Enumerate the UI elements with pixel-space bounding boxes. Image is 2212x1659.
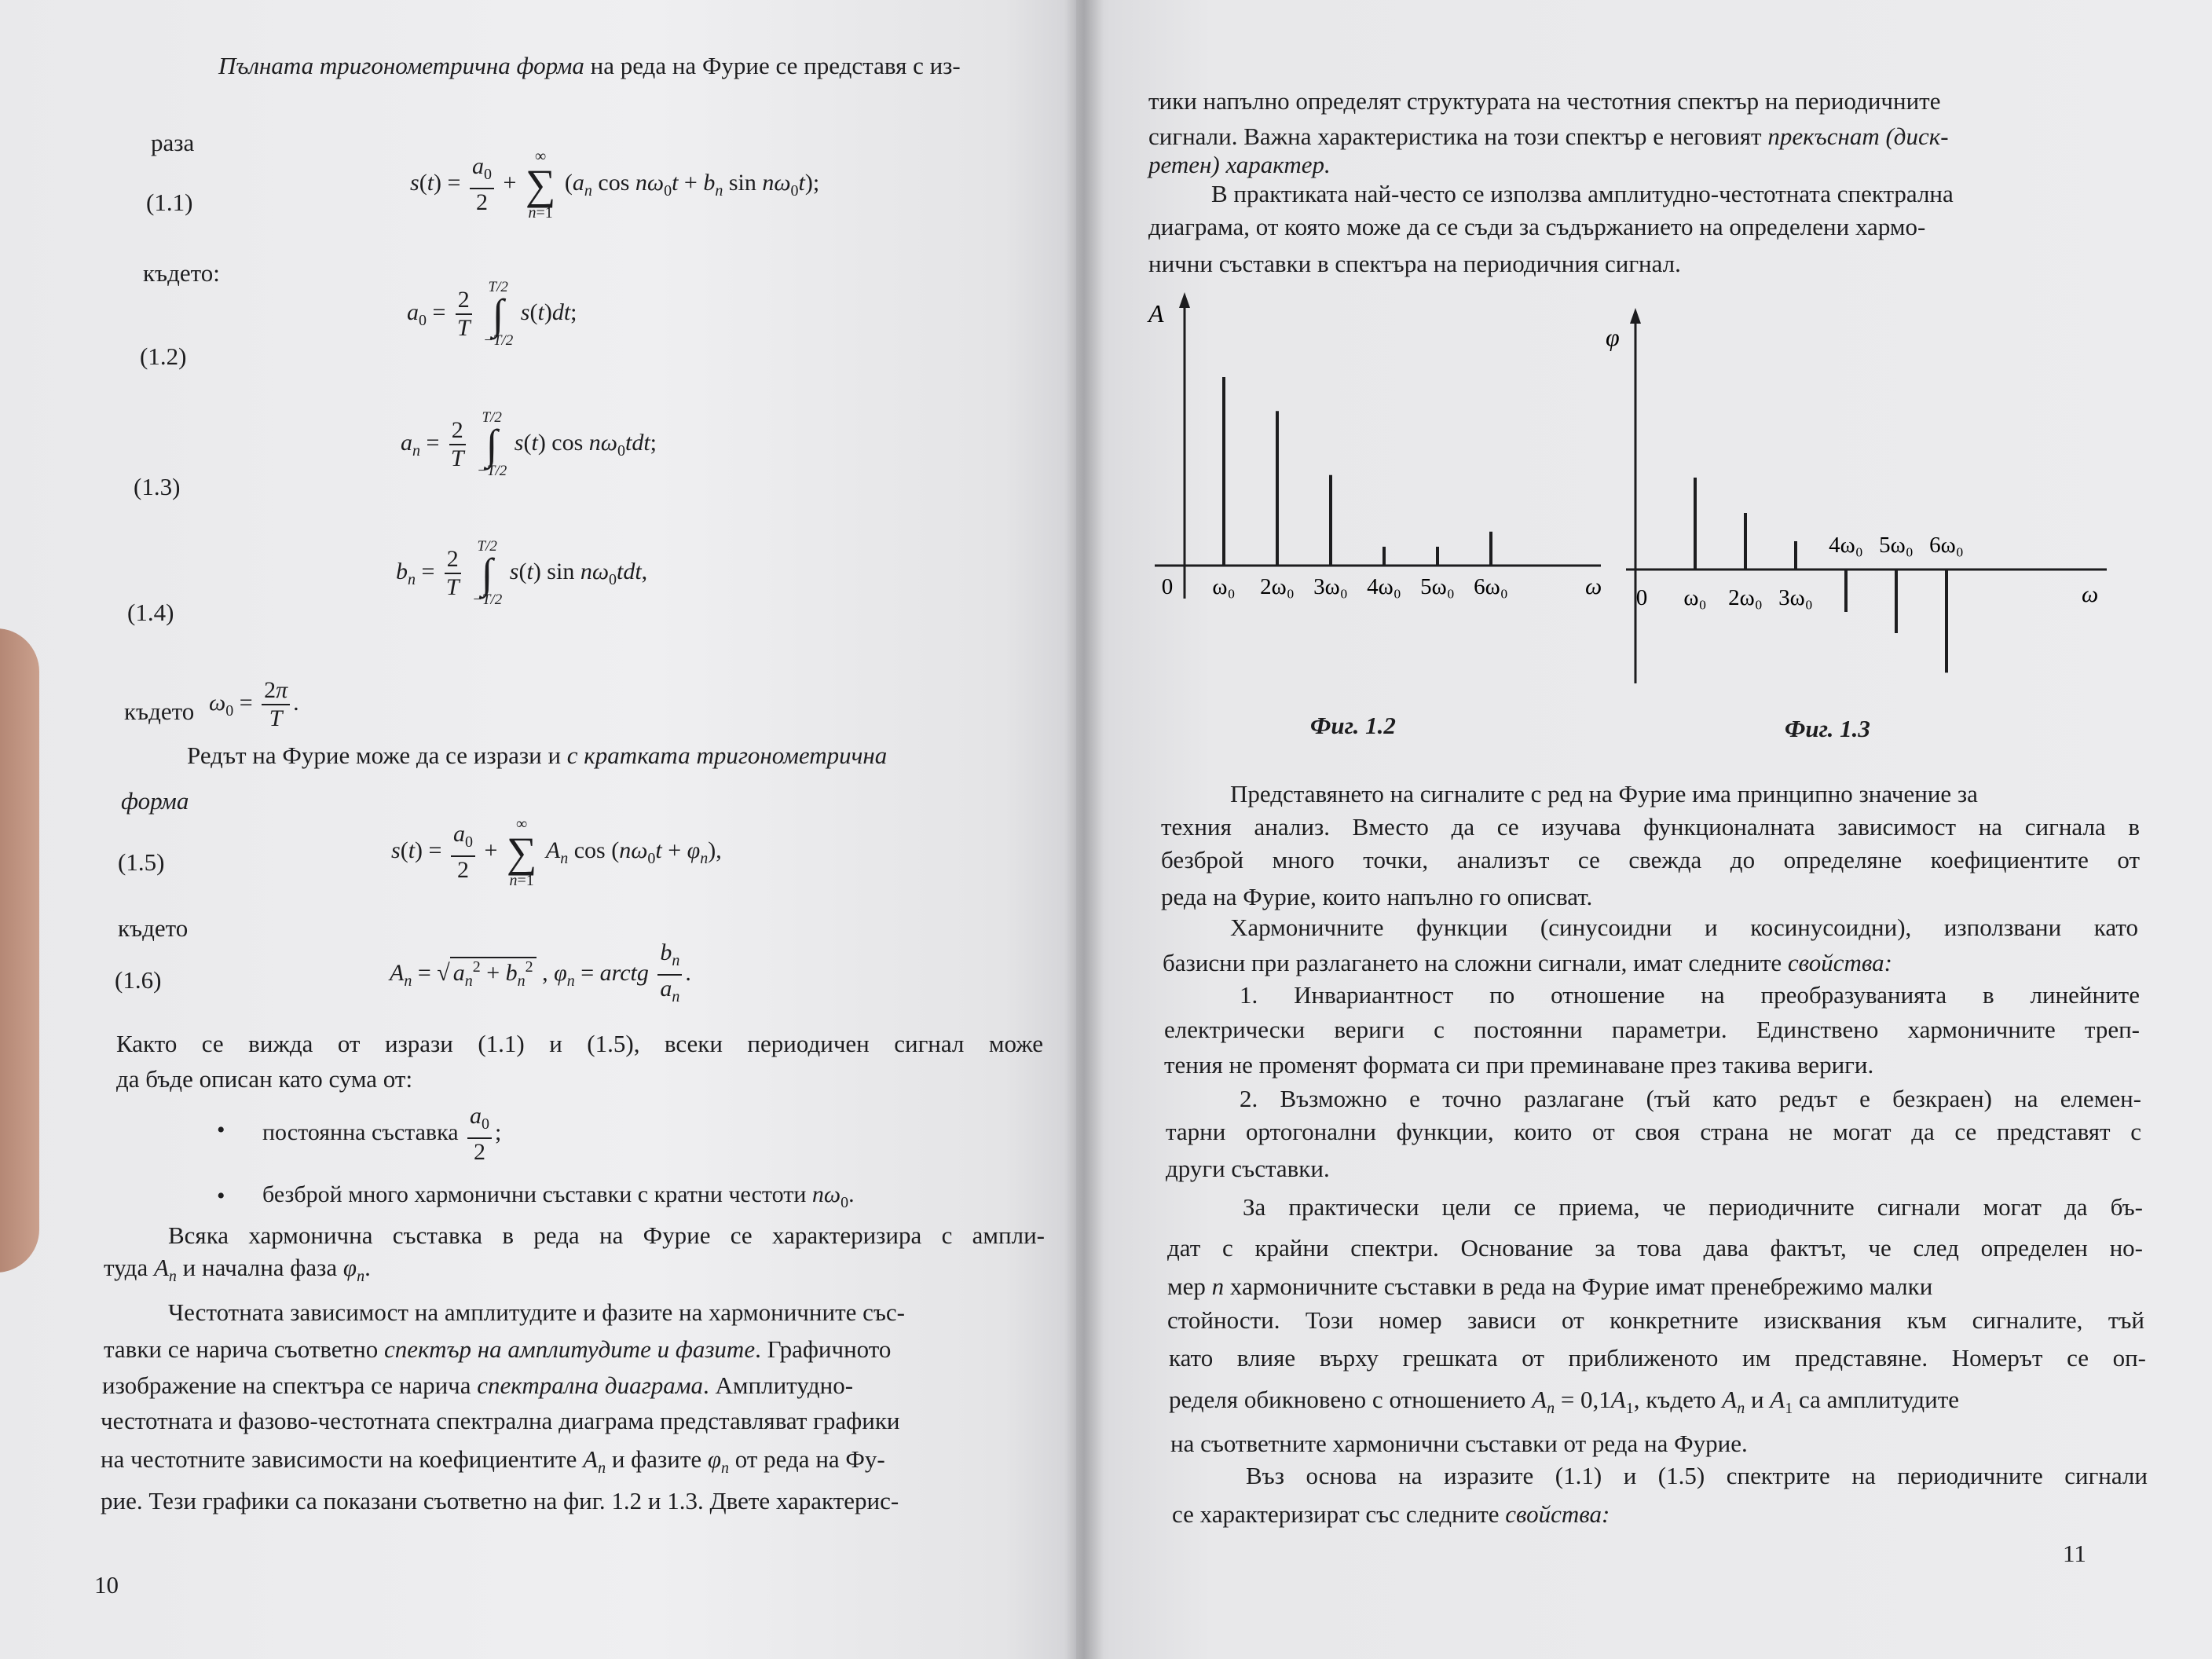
holding-hand xyxy=(0,628,39,1273)
top-line-2: сигнали. Важна характеристика на този спектър е неговият прекъснат (диск- xyxy=(1148,123,1949,150)
tick-label-3: 3ω₀ xyxy=(1778,585,1813,610)
para-harmonic-line-2: туда $A_n$ и начална фаза $\varphi_n$. xyxy=(104,1254,371,1286)
practical-line-1: За практически цели се приема, че периодичните сигнали могат да бъ- xyxy=(1243,1193,2143,1221)
prop1-line-1: 1. Инвариантност по отношение на преобразуванията в линейните xyxy=(1240,981,2140,1009)
para-spectrum-line-2: тавки се нарича съответно спектър на амплитудите и фазите. Графичното xyxy=(104,1335,892,1363)
fig-1-3-y-arrow xyxy=(1630,308,1641,324)
fig-1-3-ylabel: φ xyxy=(1606,323,1620,351)
equation-1-5: s(t) = $\frac{a_0}{2}$ + ∞ ∑ n=1 $A_n$ $\cos (n\omega_0t + \varphi_n)$, xyxy=(391,815,722,889)
practical-line-4: стойности. Този номер зависи от конкретните изисквания към сигналите, тъй xyxy=(1167,1306,2144,1334)
para-harmonic-line-1: Всяка хармонична съставка в реда на Фурие се характеризира с ампли- xyxy=(168,1221,1045,1249)
fig-1-3-xlabel: ω xyxy=(2082,581,2099,607)
eq-label-1-2: (1.2) xyxy=(140,342,187,370)
fig-1-3-caption: Фиг. 1.3 xyxy=(1785,715,1870,742)
repr-line-2: техния анализ. Вместо да се изучава функционалната зависимост на сигнала в xyxy=(1161,813,2140,840)
equation-1-6: $A_n$ = √ $a_n^2 + b_n^2$ , $\varphi_n$ = arctg $\frac{b_n}{a_n}$ . xyxy=(390,939,691,1005)
based-line-2: се характеризират със следните свойства: xyxy=(1172,1500,1610,1528)
fig-1-3-chart xyxy=(1606,298,2113,676)
prop1-line-3: тения не променят формата си при преминаване през такива вериги. xyxy=(1164,1051,1874,1079)
tick-label-4: 4ω₀ xyxy=(1829,533,1863,558)
fig-1-2-xlabel: ω xyxy=(1585,573,1602,599)
eq-label-1-1: (1.1) xyxy=(146,189,193,216)
practice-line-2: диаграма, от която може да се съди за съдържанието на определени хармо- xyxy=(1148,213,1926,240)
tick-label-5: 5ω₀ xyxy=(1420,574,1455,599)
repr-line-4: реда на Фурие, които напълно го описват. xyxy=(1161,883,1593,910)
eq-label-1-3: (1.3) xyxy=(134,473,181,500)
sum-intro-line-1: Както се вижда от изрази (1.1) и (1.5), всеки периодичен сигнал може xyxy=(116,1030,1043,1057)
para-spectrum-line-1: Честотната зависимост на амплитудите и фазите на хармоничните със- xyxy=(168,1298,906,1326)
fig-1-2-ylabel: A xyxy=(1148,299,1164,328)
equation-1-4: $b_n$ = $\frac{2}{T}$ T/2 ∫ −T/2 s(t) $\sin n\omega_0tdt$, xyxy=(396,538,648,608)
right-page xyxy=(1076,0,2212,1659)
kadeto-label-2: където xyxy=(118,914,189,942)
tick-label-2: 2ω₀ xyxy=(1728,585,1763,610)
practice-line-3: нични съставки в спектъра на периодичния сигнал. xyxy=(1148,250,1681,277)
intro-line-1: Пълната тригонометрична форма на реда на Фурие се представя с из- xyxy=(218,52,961,79)
tick-label-0: 0 xyxy=(1635,585,1648,610)
equation-1-3: $a_n$ = $\frac{2}{T}$ T/2 ∫ −T/2 s(t) $\cos n\omega_0tdt$; xyxy=(401,409,657,479)
bullet-2-content: безброй много хармонични съставки с кратни честоти $n\omega_0$. xyxy=(262,1181,855,1211)
tick-label-6: 6ω₀ xyxy=(1474,574,1508,599)
sum-intro-line-2: да бъде описан като сума от: xyxy=(116,1065,413,1093)
equation-1-2: $a_0$ = $\frac{2}{T}$ T/2 ∫ −T/2 s(t)dt; xyxy=(407,279,577,349)
practical-line-3: мер n хармоничните съставки в реда на Фурие имат пренебрежимо малки xyxy=(1167,1273,1933,1300)
top-line-1: тики напълно определят структурата на честотния спектър на периодичните xyxy=(1148,87,1941,115)
practical-line-2: дат с крайни спектри. Основание за това дава фактът, че след определен но- xyxy=(1167,1234,2143,1262)
repr-line-3: безброй много точки, анализът се свежда до определяне коефициентите от xyxy=(1161,846,2140,873)
repr-line-1: Представянето на сигналите с ред на Фурие има принципно значение за xyxy=(1230,780,1978,808)
para-spectrum-line-4: честотната и фазово-честотната спектрална диаграма представляват графики xyxy=(101,1407,900,1434)
practice-line-1: В практиката най-често се използва амплитудно-честотната спектрална xyxy=(1211,180,1954,207)
tick-label-5: 5ω₀ xyxy=(1879,533,1914,558)
fig-1-2-chart xyxy=(1139,283,1610,644)
page-number-right: 11 xyxy=(2063,1540,2086,1567)
tick-label-1: ω₀ xyxy=(1212,574,1236,599)
kadeto-label-1: където: xyxy=(143,259,220,287)
based-line-1: Въз основа на изразите (1.1) и (1.5) спектрите на периодичните сигнали xyxy=(1246,1462,2148,1489)
top-line-3: ретен) характер. xyxy=(1148,151,1331,178)
para-spectrum-line-3: изображение на спектъра се нарича спектрална диаграма. Амплитудно- xyxy=(102,1372,854,1399)
prop2-line-2: тарни ортогонални функции, които от своя страна не могат да се представят с xyxy=(1166,1118,2141,1145)
prop2-line-1: 2. Възможно е точно разлагане (тъй като редът е безкраен) на елемен- xyxy=(1240,1085,2141,1112)
intro-line-2: раза xyxy=(151,129,195,156)
bullet-2: • xyxy=(217,1183,225,1209)
practical-line-5: като влияе върху грешката от приближеното им представяне. Номерът се оп- xyxy=(1169,1344,2146,1372)
page-number-left: 10 xyxy=(94,1571,119,1599)
eq-label-1-5: (1.5) xyxy=(118,848,165,876)
fig-1-2-caption: Фиг. 1.2 xyxy=(1310,712,1396,739)
prop2-line-3: други съставки. xyxy=(1166,1155,1330,1182)
short-form-line-1: Редът на Фурие може да се изрази и с кратката тригонометрична xyxy=(187,742,888,769)
practical-line-6: ределя обикновено с отношението $A_n = 0,1A_1$, където $A_n$ и $A_1$ са амплитудите xyxy=(1169,1386,1959,1418)
harmonic-line-2: базисни при разлагането на сложни сигнали, имат следните свойства: xyxy=(1163,949,1892,976)
bullet-1: • xyxy=(217,1117,225,1143)
harmonic-line-1: Хармоничните функции (синусоидни и косинусоидни), използвани като xyxy=(1230,914,2138,941)
kadeto-omega-text: където xyxy=(124,698,195,725)
eq-label-1-4: (1.4) xyxy=(127,599,174,626)
fig-1-2-y-arrow xyxy=(1179,292,1190,308)
short-form-line-2: форма xyxy=(121,787,189,815)
left-page xyxy=(0,0,1092,1659)
tick-label-4: 4ω₀ xyxy=(1367,574,1401,599)
bullet-1-content: постоянна съставка $\frac{a_0}{2}$ ; xyxy=(262,1103,502,1165)
tick-label-1: ω₀ xyxy=(1683,585,1707,610)
para-spectrum-line-6: рие. Тези графики са показани съответно на фиг. 1.2 и 1.3. Двете характерис- xyxy=(101,1487,899,1514)
tick-label-2: 2ω₀ xyxy=(1260,574,1295,599)
book-gutter xyxy=(1064,0,1104,1659)
eq-label-1-6: (1.6) xyxy=(115,966,162,994)
tick-label-3: 3ω₀ xyxy=(1313,574,1348,599)
tick-label-0: 0 xyxy=(1161,574,1174,599)
equation-1-1: s(t) = $\frac{a_0}{2}$ + ∞ ∑ n=1 ($a_n$ $\cos n\omega_0t + b_n$ $\sin n\omega_0t$); xyxy=(410,148,820,222)
prop1-line-2: електрически вериги с постоянни параметри. Единствено хармоничните треп- xyxy=(1164,1016,2140,1043)
practical-line-7: на съответните хармонични съставки от реда на Фурие. xyxy=(1170,1430,1748,1457)
tick-label-6: 6ω₀ xyxy=(1929,533,1964,558)
omega-formula: $\omega_0$ = $\frac{2\pi}{T}$ . xyxy=(209,677,299,731)
para-spectrum-line-5: на честотните зависимости на коефициентите $A_n$ и фазите $\varphi_n$ от реда на Фу- xyxy=(101,1445,885,1478)
